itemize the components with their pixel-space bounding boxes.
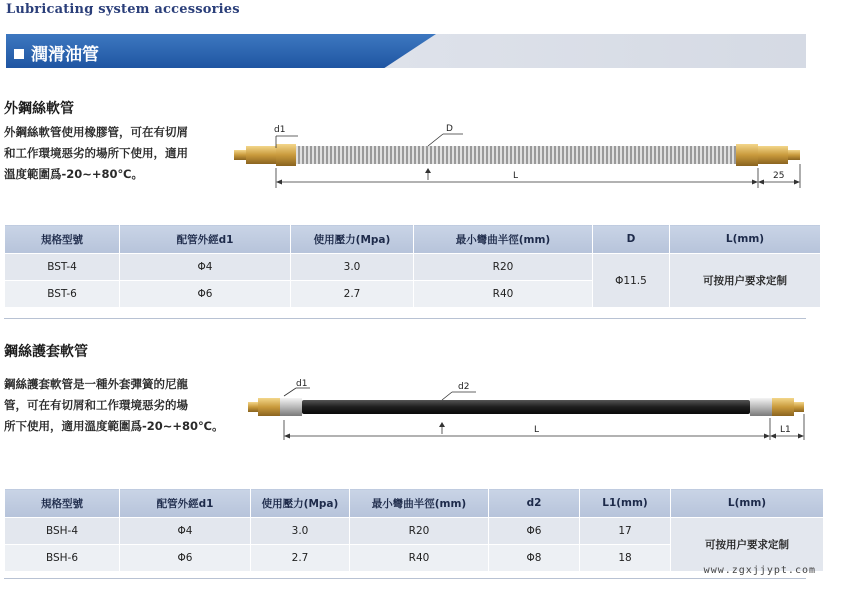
d1-label: d1	[274, 125, 286, 135]
table-cell: 3.0	[251, 518, 350, 545]
col-header: L(mm)	[671, 489, 824, 518]
left-fitting-nut	[246, 146, 276, 164]
banner-title: 潤滑油管	[14, 40, 99, 65]
right-fitting-tip	[788, 150, 800, 160]
col-header: L(mm)	[670, 225, 821, 254]
col-header: L1(mm)	[580, 489, 671, 518]
section2-description: 鋼絲護套軟管是一種外套彈簧的尼龍 管，可在有切屑和工作環境惡劣的場 所下使用，適用溫度範圍爲-20~+80℃。	[4, 377, 224, 433]
table-cell: Φ6	[120, 281, 291, 308]
right-fitting-tip	[794, 402, 804, 412]
left-fitting-nut	[258, 398, 280, 416]
table-cell: BST-4	[5, 254, 120, 281]
L-label: L	[534, 425, 540, 435]
bst-spec-table	[4, 224, 821, 308]
steel-sheathed-hose-diagram	[244, 376, 808, 446]
steel-wire-coil	[296, 146, 736, 164]
left-fitting-tip	[234, 150, 246, 160]
table-cell: 3.0	[291, 254, 414, 281]
section2-title: 鋼絲護套軟管	[4, 344, 88, 360]
catalog-title: Lubricating system accessories	[6, 2, 240, 17]
col-header: 規格型號	[5, 225, 120, 254]
section-divider	[4, 318, 806, 319]
col-header: 配管外經d1	[120, 489, 251, 518]
D-label: D	[446, 124, 453, 134]
d2-label: d2	[458, 382, 470, 392]
table-cell: BST-6	[5, 281, 120, 308]
square-bullet-icon	[14, 49, 24, 59]
table-cell: Φ4	[120, 518, 251, 545]
table-row	[5, 518, 824, 545]
table-header-row	[5, 225, 821, 254]
table-cell: R40	[350, 545, 489, 572]
right-fitting-ferrule	[736, 144, 758, 166]
left-fitting-ferrule	[276, 144, 296, 166]
table-cell: BSH-4	[5, 518, 120, 545]
col-header: 使用壓力(Mpa)	[251, 489, 350, 518]
watermark: www.zgxjjypt.com	[703, 565, 816, 576]
col-header: 配管外經d1	[120, 225, 291, 254]
section1-description: 外鋼絲軟管使用橡膠管，可在有切屑 和工作環境惡劣的場所下使用，適用 溫度範圍爲-20~+80℃。	[4, 125, 188, 181]
table-row	[5, 254, 821, 281]
merged-L-cell: 可按用户要求定制	[671, 518, 824, 572]
merged-L-cell: 可按用户要求定制	[670, 254, 821, 308]
table-cell: Φ6	[489, 518, 580, 545]
col-header: D	[593, 225, 670, 254]
col-header: 規格型號	[5, 489, 120, 518]
right-fitting-nut	[758, 146, 788, 164]
col-header: 最小彎曲半徑(mm)	[350, 489, 489, 518]
category-banner	[6, 34, 806, 68]
left-fitting-tip	[248, 402, 258, 412]
table-cell: R20	[350, 518, 489, 545]
black-sheath	[302, 400, 750, 414]
table-cell: Φ4	[120, 254, 291, 281]
table-cell: 2.7	[291, 281, 414, 308]
table-cell: Φ6	[120, 545, 251, 572]
table-cell: R20	[414, 254, 593, 281]
col-header: d2	[489, 489, 580, 518]
L1-label: L1	[780, 425, 791, 435]
bsh-spec-table	[4, 488, 824, 572]
outer-steel-wire-hose-diagram	[228, 118, 808, 196]
length-25-label: 25	[773, 171, 785, 181]
right-fitting-nut	[772, 398, 794, 416]
table-cell: 2.7	[251, 545, 350, 572]
table-header-row	[5, 489, 824, 518]
col-header: 使用壓力(Mpa)	[291, 225, 414, 254]
section1-title: 外鋼絲軟管	[4, 101, 74, 117]
bottom-divider	[4, 578, 806, 579]
d1-label: d1	[296, 379, 308, 389]
table-cell: 17	[580, 518, 671, 545]
L-label: L	[513, 171, 519, 181]
merged-D-cell: Φ11.5	[593, 254, 670, 308]
table-cell: R40	[414, 281, 593, 308]
col-header: 最小彎曲半徑(mm)	[414, 225, 593, 254]
table-cell: Φ8	[489, 545, 580, 572]
table-cell: 18	[580, 545, 671, 572]
left-sleeve	[280, 398, 302, 416]
right-sleeve	[750, 398, 772, 416]
table-cell: BSH-6	[5, 545, 120, 572]
